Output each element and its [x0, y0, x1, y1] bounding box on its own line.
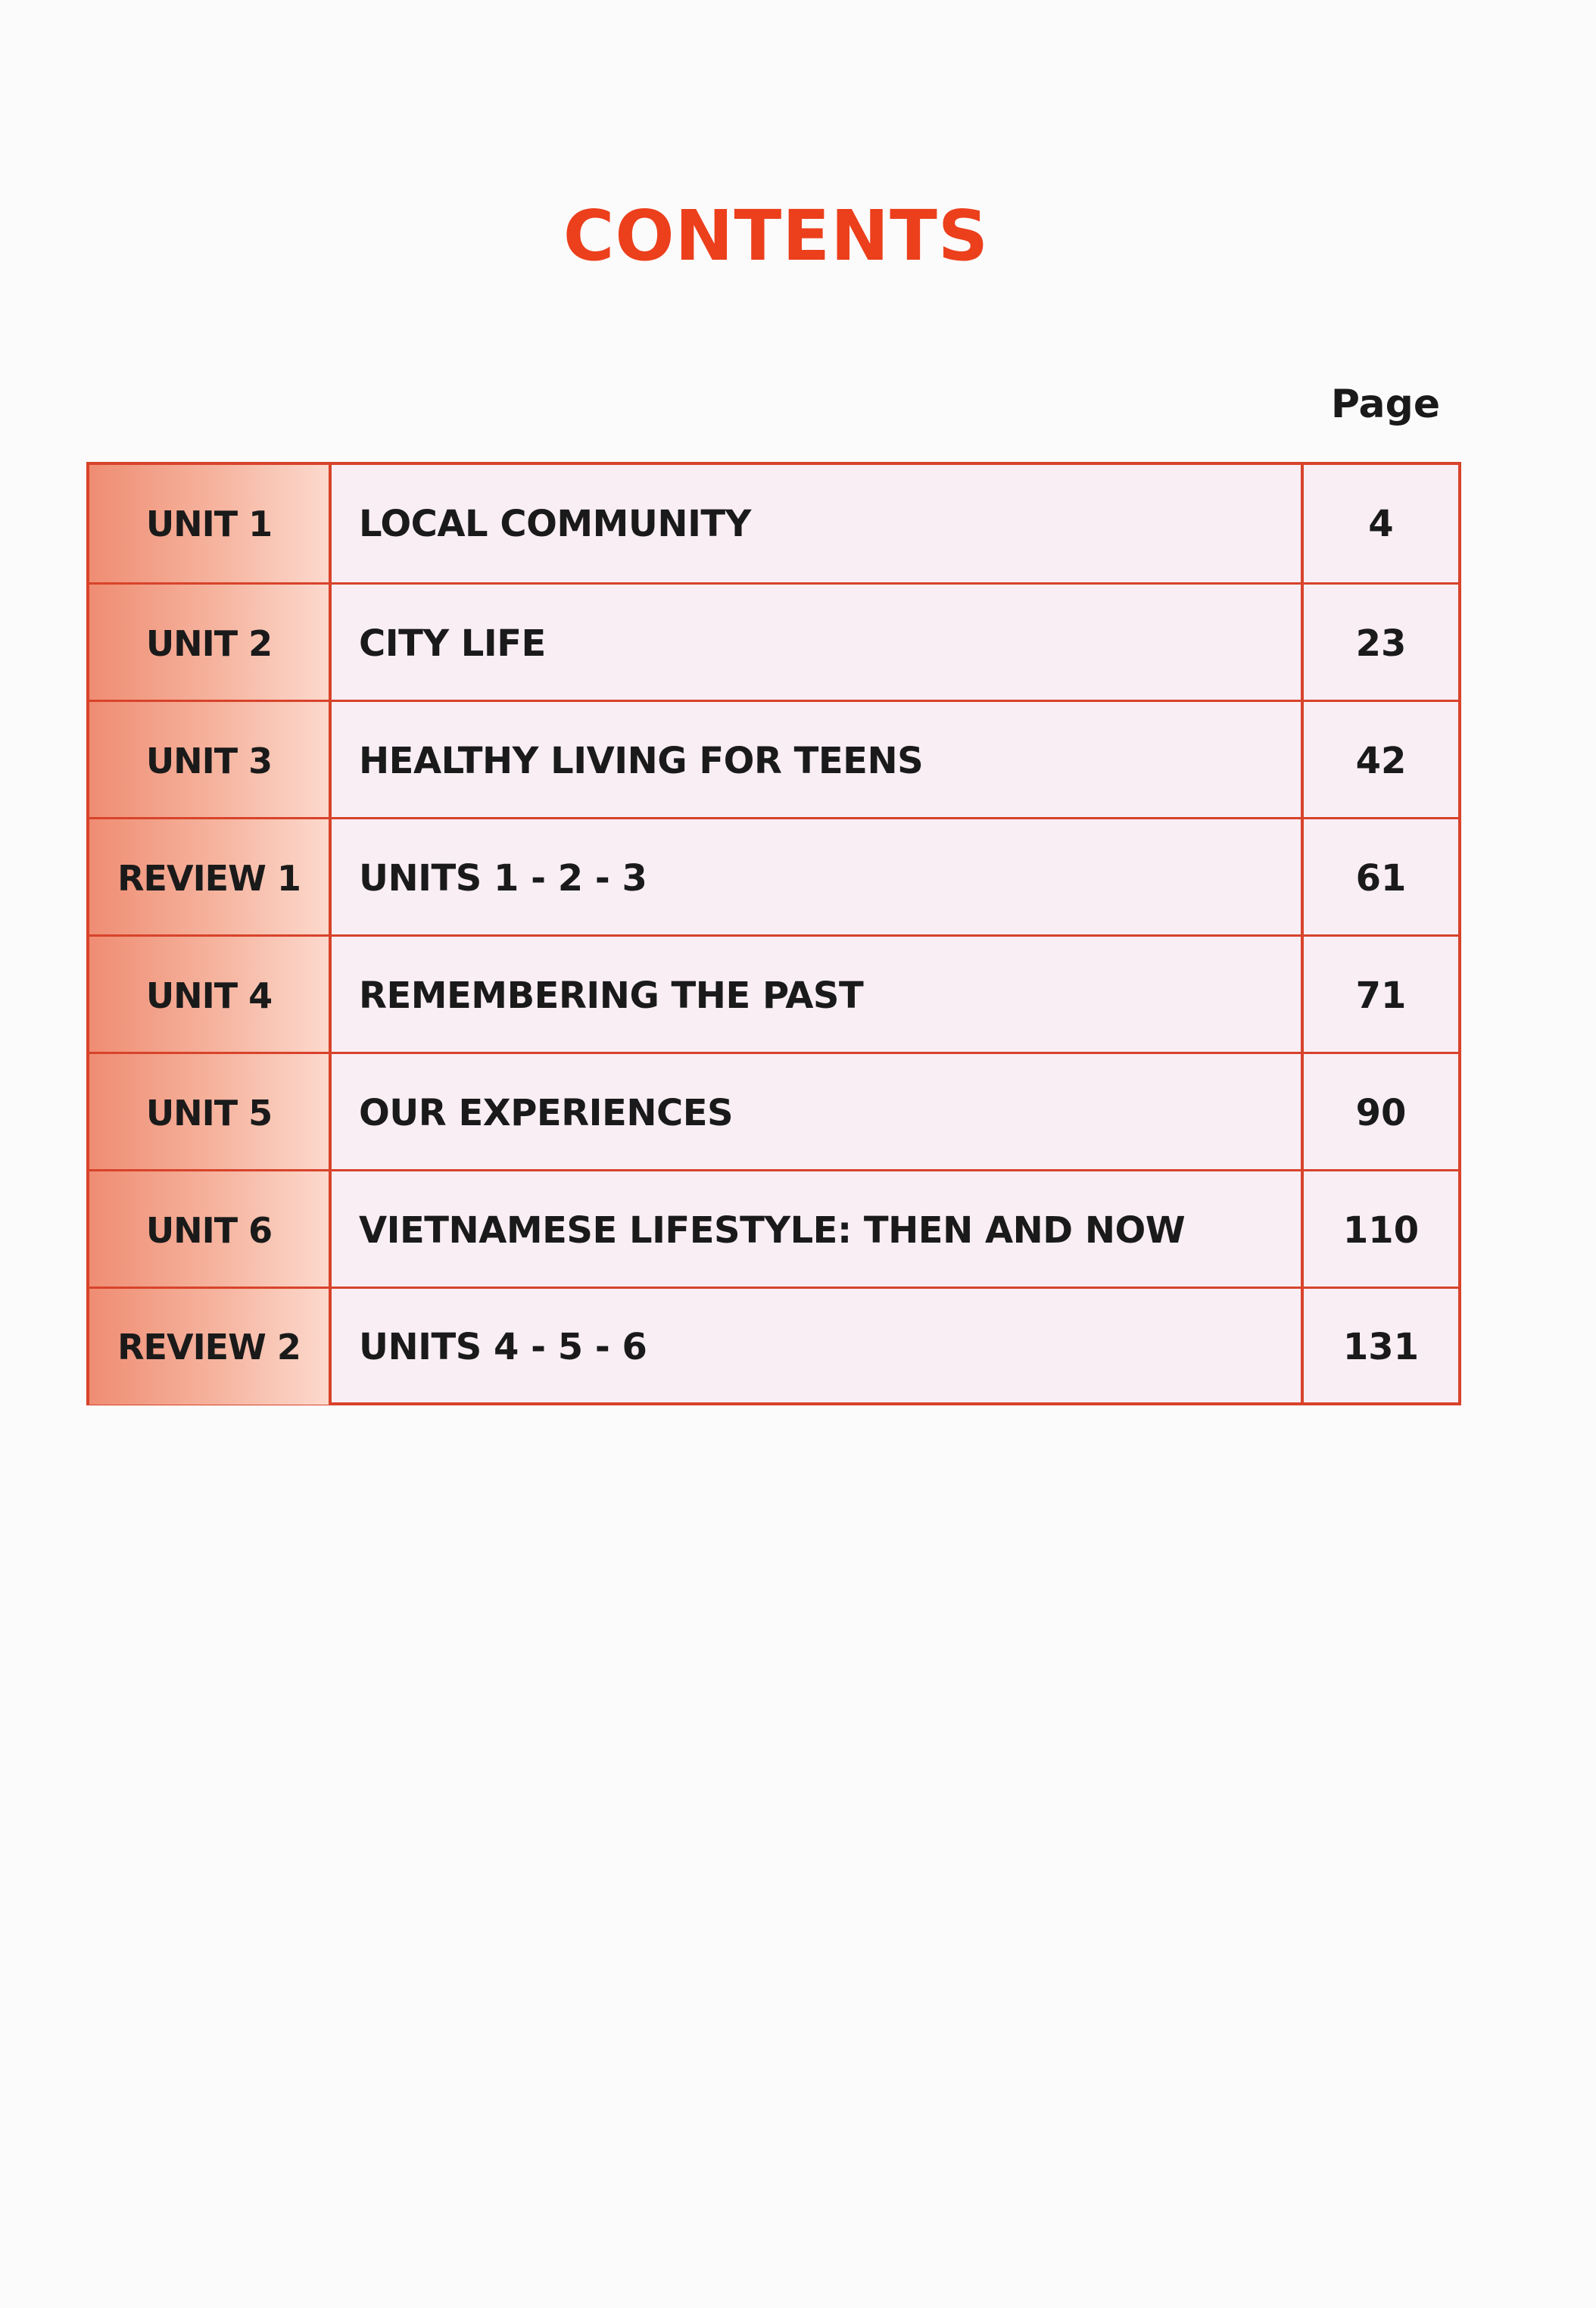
- page-number-cell: 90: [1355, 1091, 1407, 1134]
- unit-cell: UNIT 3: [89, 702, 332, 819]
- table-row[interactable]: [89, 1052, 1458, 1171]
- page-column-label: Page: [1330, 382, 1441, 427]
- page-number-cell: 71: [1355, 974, 1407, 1017]
- contents-table: [86, 462, 1461, 1405]
- unit-title-cell: UNITS 1 - 2 - 3: [332, 819, 1304, 937]
- unit-cell: UNIT 2: [89, 585, 332, 702]
- unit-cell: UNIT 4: [89, 937, 332, 1054]
- table-row[interactable]: [89, 1169, 1458, 1289]
- page-number-cell: 61: [1355, 856, 1407, 900]
- table-row[interactable]: [89, 817, 1458, 937]
- page-number-cell: 131: [1342, 1325, 1420, 1368]
- table-row[interactable]: [89, 465, 1458, 582]
- page-title: CONTENTS: [563, 195, 990, 276]
- unit-title-cell: CITY LIFE: [332, 585, 1304, 702]
- unit-title-cell: REMEMBERING THE PAST: [332, 937, 1304, 1054]
- table-row[interactable]: [89, 934, 1458, 1054]
- table-row[interactable]: [89, 582, 1458, 702]
- unit-title-cell: VIETNAMESE LIFESTYLE: THEN AND NOW: [332, 1171, 1304, 1289]
- unit-title-cell: LOCAL COMMUNITY: [332, 465, 1304, 582]
- unit-cell: UNIT 1: [89, 465, 332, 582]
- unit-title-cell: UNITS 4 - 5 - 6: [332, 1289, 1304, 1405]
- page-number-cell: 110: [1342, 1209, 1420, 1252]
- review-cell: REVIEW 1: [89, 819, 332, 937]
- unit-cell: UNIT 5: [89, 1054, 332, 1171]
- page-number-cell: 23: [1355, 622, 1407, 665]
- table-row[interactable]: [89, 1287, 1458, 1405]
- page-number-cell: 4: [1368, 502, 1394, 545]
- table-row[interactable]: [89, 700, 1458, 819]
- unit-title-cell: OUR EXPERIENCES: [332, 1054, 1304, 1171]
- page-number-cell: 42: [1355, 739, 1407, 782]
- unit-title-cell: HEALTHY LIVING FOR TEENS: [332, 702, 1304, 819]
- unit-cell: UNIT 6: [89, 1171, 332, 1289]
- review-cell: REVIEW 2: [89, 1289, 332, 1405]
